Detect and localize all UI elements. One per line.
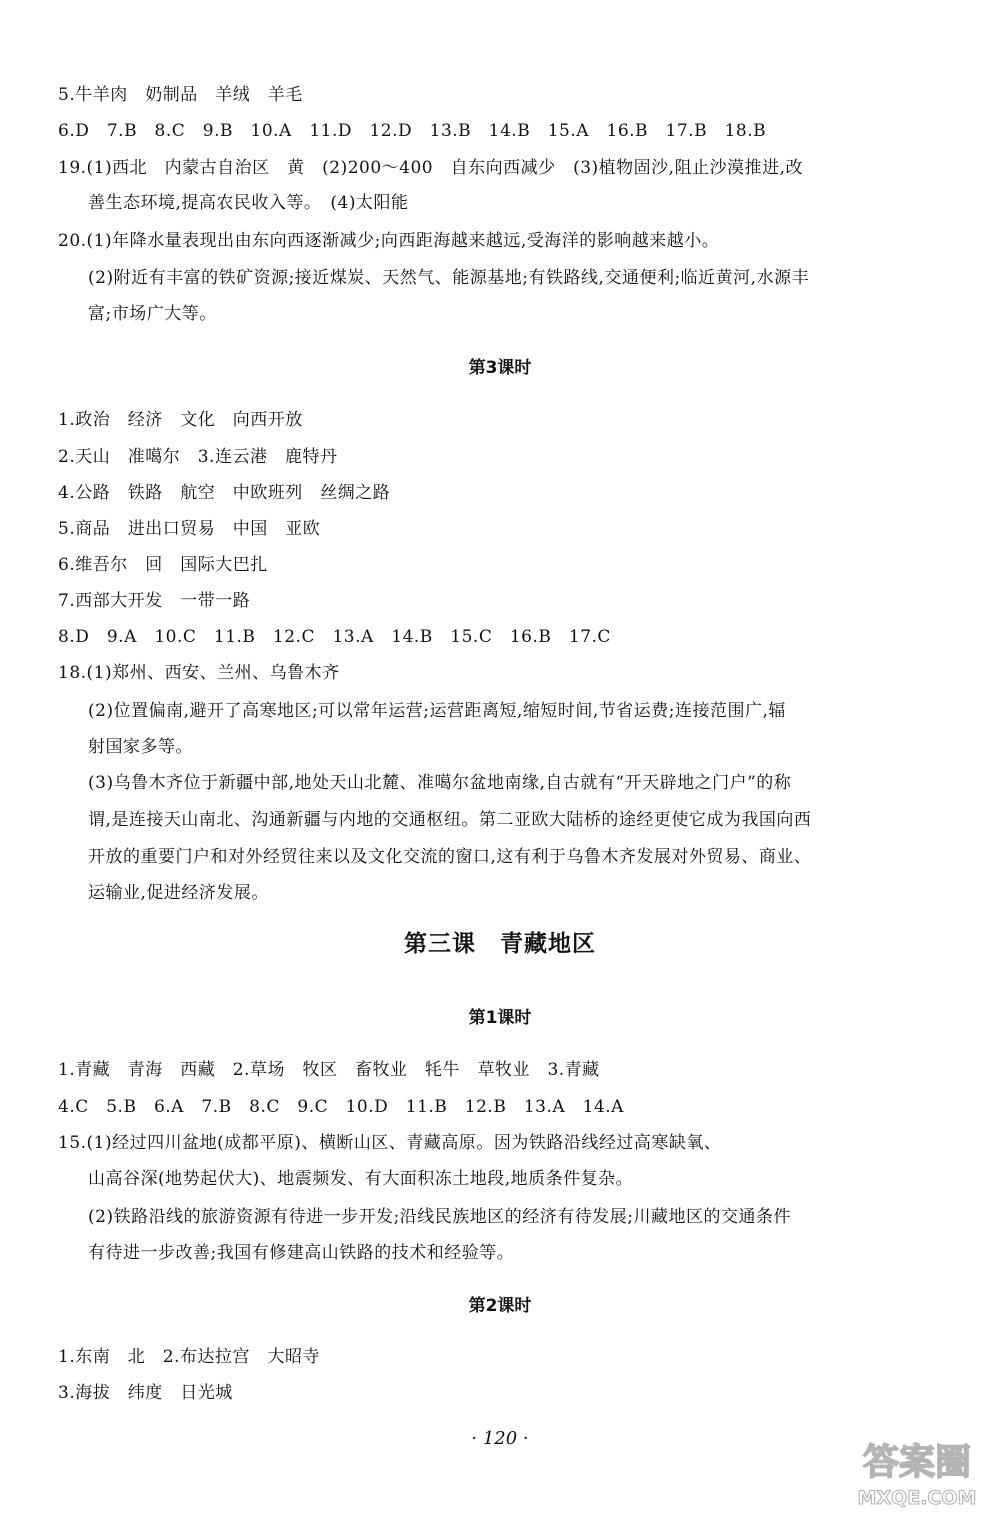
watermark-logo	[842, 1432, 992, 1510]
answer-line: 18.(1)郑州、西安、兰州、乌鲁木齐	[58, 663, 340, 683]
answer-line: 4.公路 铁路 航空 中欧班列 丝绸之路	[58, 483, 391, 503]
answer-line: 6.维吾尔 回 国际大巴扎	[58, 555, 268, 575]
answer-line: 20.(1)年降水量表现出由东向西逐渐减少;向西距海越来越远,受海洋的影响越来越小。	[58, 231, 720, 251]
answer-line: (3)乌鲁木齐位于新疆中部,地处天山北麓、准噶尔盆地南缘,自古就有“开天辟地之门户”的称	[88, 773, 792, 793]
answer-line: 5.商品 进出口贸易 中国 亚欧	[58, 519, 321, 539]
lesson-heading: 第2课时	[468, 1296, 532, 1316]
lesson-heading: 第3课时	[468, 358, 532, 378]
answer-line: (2)位置偏南,避开了高寒地区;可以常年运营;运营距离短,缩短时间,节省运费;连接范围广,辐	[88, 701, 786, 721]
answer-line: 有待进一步改善;我国有修建高山铁路的技术和经验等。	[88, 1243, 515, 1263]
answer-line: 2.天山 准噶尔 3.连云港 鹿特丹	[58, 447, 338, 467]
answer-line: 善生态环境,提高农民收入等。 (4)太阳能	[88, 193, 409, 213]
answer-line: 富;市场广大等。	[88, 304, 217, 324]
answer-line: 开放的重要门户和对外经贸往来以及文化交流的窗口,这有利于乌鲁木齐发展对外贸易、商业、	[88, 847, 812, 867]
answer-line: (2)附近有丰富的铁矿资源;接近煤炭、天然气、能源基地;有铁路线,交通便利;临近黄河,水源丰	[88, 268, 810, 288]
answer-line: 射国家多等。	[88, 737, 193, 757]
answer-line: 6.D 7.B 8.C 9.B 10.A 11.D 12.D 13.B 14.B 15.A 16.B 17.B 18.B	[58, 121, 767, 141]
answer-line: 1.青藏 青海 西藏 2.草场 牧区 畜牧业 牦牛 草牧业 3.青藏	[58, 1060, 600, 1080]
answer-line: 山高谷深(地势起伏大)、地震频发、有大面积冻土地段,地质条件复杂。	[88, 1169, 634, 1189]
watermark-text-bottom: MXQE.COM	[857, 1487, 977, 1509]
answer-line: 7.西部大开发 一带一路	[58, 591, 251, 611]
answer-line: 8.D 9.A 10.C 11.B 12.C 13.A 14.B 15.C 16.B 17.C	[58, 627, 611, 647]
answer-line: 谓,是连接天山南北、沟通新疆与内地的交通枢纽。第二亚欧大陆桥的途经更使它成为我国向西	[88, 810, 812, 830]
answer-line: 5.牛羊肉 奶制品 羊绒 羊毛	[58, 85, 303, 105]
answer-line: (2)铁路沿线的旅游资源有待进一步开发;沿线民族地区的经济有待发展;川藏地区的交通条件	[88, 1207, 792, 1227]
answer-line: 1.东南 北 2.布达拉宫 大昭寺	[58, 1347, 320, 1367]
answer-line: 运输业,促进经济发展。	[88, 883, 269, 903]
answer-line: 19.(1)西北 内蒙古自治区 黄 (2)200～400 自东向西减少 (3)植物固沙,阻止沙漠推进,改	[58, 158, 803, 178]
answer-line: 1.政治 经济 文化 向西开放	[58, 410, 303, 430]
answer-line: 15.(1)经过四川盆地(成都平原)、横断山区、青藏高原。因为铁路沿线经过高寒缺氧、	[58, 1133, 722, 1153]
chapter-heading: 第三课 青藏地区	[404, 931, 596, 957]
watermark-text-top: 答案圈	[862, 1442, 972, 1483]
page-number: · 120 ·	[471, 1428, 529, 1449]
answer-line: 4.C 5.B 6.A 7.B 8.C 9.C 10.D 11.B 12.B 13.A 14.A	[58, 1097, 624, 1117]
answer-line: 3.海拔 纬度 日光城	[58, 1383, 233, 1403]
lesson-heading: 第1课时	[468, 1008, 532, 1028]
